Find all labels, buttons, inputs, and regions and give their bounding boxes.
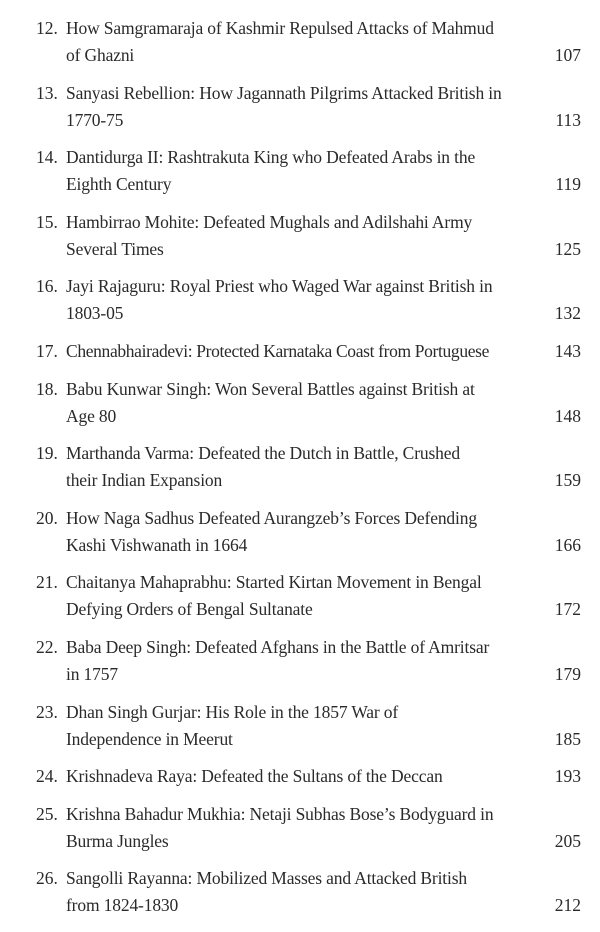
entry-number: 19.: [36, 443, 58, 464]
toc-entry: [36, 338, 581, 365]
entry-title: How Naga Sadhus Defeated Aurangzeb’s Forces Defending Kashi Vishwanath in 1664: [66, 507, 477, 555]
entry-title: Krishnadeva Raya: Defeated the Sultans of the Deccan: [66, 766, 443, 787]
entry-title: Krishna Bahadur Mukhia: Netaji Subhas Bose’s Bodyguard in Burma Jungles: [66, 803, 494, 851]
entry-number: 13.: [36, 82, 58, 103]
toc-entry: [36, 505, 581, 559]
entry-title: Baba Deep Singh: Defeated Afghans in the Battle of Amritsar in 1757: [66, 636, 490, 684]
entry-number: 25.: [36, 803, 58, 824]
entry-number: 16.: [36, 276, 58, 297]
entry-title: Hambirrao Mohite: Defeated Mughals and Adilshahi Army Several Times: [66, 211, 473, 259]
entry-page-number: 143: [554, 340, 581, 361]
table-of-contents: [36, 15, 581, 930]
entry-number: 18.: [36, 378, 58, 399]
entry-title: Chaitanya Mahaprabhu: Started Kirtan Movement in Bengal Defying Orders of Bengal Sultanate: [66, 572, 482, 620]
entry-number: 12.: [36, 18, 58, 38]
entry-number: 24.: [36, 766, 58, 787]
toc-entry: [36, 376, 581, 430]
entry-number: 21.: [36, 572, 58, 593]
entry-page-number: 125: [554, 238, 581, 259]
entry-page-number: 212: [554, 895, 581, 916]
toc-entry: [36, 209, 581, 263]
entry-page-number: 132: [554, 303, 581, 324]
toc-entry: [36, 15, 581, 69]
entry-page-number: 166: [554, 534, 581, 555]
toc-entry: [36, 80, 581, 134]
entry-number: 15.: [36, 211, 58, 232]
toc-entry: [36, 440, 581, 494]
entry-title: Babu Kunwar Singh: Won Several Battles against British at Age 80: [66, 378, 475, 426]
entry-title: Marthanda Varma: Defeated the Dutch in Battle, Crushed their Indian Expansion: [66, 443, 460, 491]
entry-title: Jayi Rajaguru: Royal Priest who Waged War against British in 1803-05: [66, 276, 493, 324]
entry-number: 22.: [36, 636, 58, 657]
entry-title: How Samgramaraja of Kashmir Repulsed Attacks of Mahmud of Ghazni: [66, 18, 494, 65]
entry-number: 20.: [36, 507, 58, 528]
entry-number: 17.: [36, 340, 58, 361]
entry-page-number: 148: [554, 405, 581, 426]
entry-title: Chennabhairadevi: Protected Karnataka Coast from Portuguese: [66, 340, 490, 361]
entry-page-number: 172: [554, 599, 581, 620]
entry-page-number: 159: [554, 470, 581, 491]
toc-entry: [36, 801, 581, 855]
toc-entry: [36, 144, 581, 198]
toc-entry: [36, 865, 581, 919]
entry-page-number: 107: [554, 45, 581, 65]
toc-entry: [36, 569, 581, 623]
entry-page-number: 185: [554, 728, 581, 749]
entry-title: Sangolli Rayanna: Mobilized Masses and Attacked British from 1824-1830: [66, 868, 467, 916]
toc-entry: [36, 763, 581, 790]
entry-title: Sanyasi Rebellion: How Jagannath Pilgrims Attacked British in 1770-75: [66, 82, 502, 130]
toc-entry: [36, 699, 581, 753]
entry-page-number: 179: [554, 663, 581, 684]
entry-page-number: 205: [554, 830, 581, 851]
entry-title: Dhan Singh Gurjar: His Role in the 1857 War of Independence in Meerut: [66, 701, 399, 749]
entry-page-number: 119: [555, 174, 581, 195]
toc-entry: [36, 273, 581, 327]
entry-number: 23.: [36, 701, 58, 722]
entry-page-number: 193: [554, 766, 581, 787]
toc-entry: [36, 634, 581, 688]
entry-number: 14.: [36, 147, 58, 168]
entry-page-number: 113: [555, 109, 581, 130]
entry-title: Dantidurga II: Rashtrakuta King who Defeated Arabs in the Eighth Century: [66, 147, 476, 195]
entry-number: 26.: [36, 868, 58, 889]
